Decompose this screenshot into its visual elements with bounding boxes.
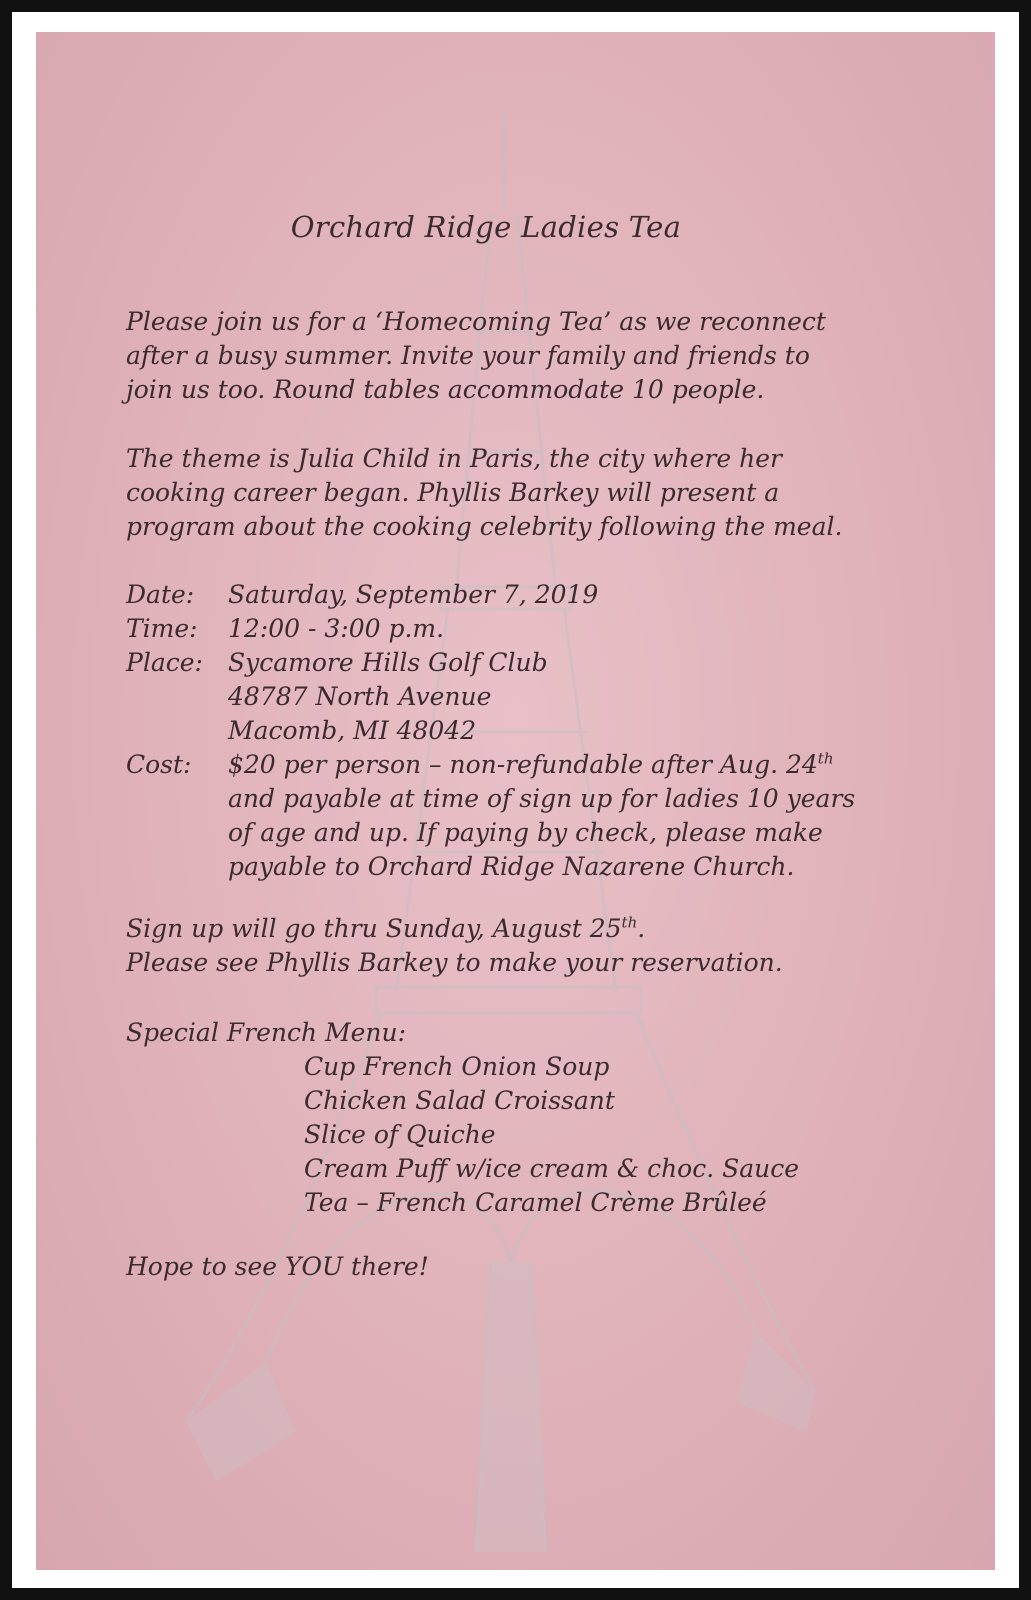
intro-line: Please join us for a ‘Homecoming Tea’ as we reconnect (126, 307, 826, 336)
place-city: Macomb, MI 48042 (228, 716, 477, 745)
place-name: Sycamore Hills Golf Club (228, 648, 548, 677)
cost-row (126, 782, 926, 816)
time-value: 12:00 - 3:00 p.m. (228, 614, 445, 643)
menu-item: Slice of Quiche (304, 1120, 496, 1149)
intro-line: join us too. Round tables accommodate 10 people. (126, 375, 765, 404)
cost-line: of age and up. If paying by check, please make (228, 818, 823, 847)
menu-title: Special French Menu: (126, 1018, 407, 1047)
place-row (126, 646, 926, 680)
flyer-title: Orchard Ridge Ladies Tea (290, 210, 682, 244)
place-label: Place: (126, 648, 203, 677)
event-details (126, 578, 926, 884)
ordinal-suffix: th (817, 749, 834, 768)
date-row (126, 578, 926, 612)
menu-item: Cream Puff w/ice cream & choc. Sauce (304, 1154, 800, 1183)
place-street: 48787 North Avenue (228, 682, 492, 711)
cost-row (126, 748, 926, 782)
cost-row (126, 816, 926, 850)
theme-line: cooking career began. Phyllis Barkey will present a (126, 478, 780, 507)
signup-line: Please see Phyllis Barkey to make your reservation. (126, 948, 783, 977)
date-label: Date: (126, 580, 195, 609)
time-label: Time: (126, 614, 198, 643)
theme-line: program about the cooking celebrity following the meal. (126, 512, 843, 541)
cost-line: and payable at time of sign up for ladies 10 years (228, 784, 856, 813)
signup-paragraph (126, 912, 916, 980)
cost-line (228, 748, 834, 782)
flyer-content (36, 32, 995, 1570)
place-city-row (126, 714, 926, 748)
menu-item: Chicken Salad Croissant (304, 1086, 615, 1115)
signup-text: Sign up will go thru Sunday, August 25 (126, 914, 622, 943)
flyer-paper (36, 32, 995, 1570)
menu-list (304, 1050, 799, 1220)
ordinal-suffix: th (621, 913, 638, 932)
closing-line: Hope to see YOU there! (126, 1252, 429, 1281)
menu-item: Tea – French Caramel Crème Brûleé (304, 1188, 767, 1217)
menu-item: Cup French Onion Soup (304, 1052, 610, 1081)
intro-paragraph (126, 305, 916, 407)
cost-line: payable to Orchard Ridge Nazarene Church. (228, 852, 795, 881)
cost-text: $20 per person – non-refundable after Aug. 24 (228, 750, 818, 779)
intro-line: after a busy summer. Invite your family and friends to (126, 341, 810, 370)
theme-line: The theme is Julia Child in Paris, the city where her (126, 444, 782, 473)
signup-period: . (637, 914, 646, 943)
place-address-row (126, 680, 926, 714)
time-row (126, 612, 926, 646)
theme-paragraph (126, 442, 916, 544)
cost-row (126, 850, 926, 884)
cost-label: Cost: (126, 750, 192, 779)
signup-line (126, 912, 916, 946)
date-value: Saturday, September 7, 2019 (228, 580, 599, 609)
